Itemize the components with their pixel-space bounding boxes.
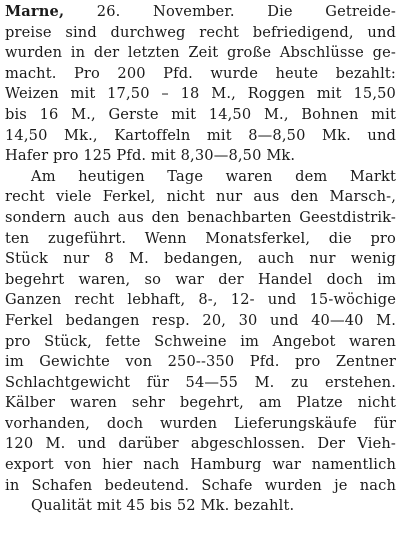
article-line: begehrt waren, so war der Handel doch im [5, 270, 396, 288]
article-line: Schlachtgewicht für 54—55 M. zu erstehen. [5, 373, 396, 391]
article-line: pro Stück, fette Schweine im Angebot waren [5, 332, 396, 350]
dateline-text: 26. November. Die Getreide- [64, 3, 396, 20]
article-line: im Gewichte von 250--350 Pfd. pro Zentner [5, 353, 396, 371]
article-line: in Schafen bedeutend. Schafe wurden je nach [5, 476, 396, 494]
article-line: ten zugeführt. Wenn Monatsferkel, die pro [5, 229, 396, 247]
article-line: bis 16 M., Gerste mit 14,50 M., Bohnen mit [5, 105, 396, 123]
article-line: recht viele Ferkel, nicht nur aus den Marsch-, [5, 188, 396, 206]
article-line: 14,50 Mk., Kartoffeln mit 8—8,50 Mk. und [5, 126, 396, 144]
article-line: Weizen mit 17,50 – 18 M., Roggen mit 15,50 [5, 85, 396, 103]
article-line: Ferkel bedangen resp. 20, 30 und 40—40 M. [5, 311, 396, 329]
article-line: vorhanden, doch wurden Lieferungskäufe für [5, 414, 396, 432]
article-line: Hafer pro 125 Pfd. mit 8,30—8,50 Mk. [5, 147, 296, 165]
article-line: preise sind durchweg recht befriedigend, und [5, 23, 396, 41]
article-line: Kälber waren sehr begehrt, am Platze nicht [5, 394, 396, 412]
article-line [5, 2, 396, 23]
article-line: Stück nur 8 M. bedangen, auch nur wenig [5, 250, 396, 268]
article-line: Ganzen recht lebhaft, 8-, 12- und 15-wöchige [5, 291, 396, 309]
article-line: wurden in der letzten Zeit große Abschlüsse ge- [5, 44, 396, 62]
article-line: macht. Pro 200 Pfd. wurde heute bezahlt: [5, 64, 396, 82]
article-line: sondern auch aus den benachbarten Geestdistrik- [5, 208, 396, 226]
dateline-place: Marne, [5, 3, 65, 20]
article-line: Qualität mit 45 bis 52 Mk. bezahlt. [31, 497, 295, 515]
article-line: 120 M. und darüber abgeschlossen. Der Vieh- [5, 435, 396, 453]
article-line: Am heutigen Tage waren dem Markt [31, 167, 396, 185]
article-line: export von hier nach Hamburg war namentlich [5, 456, 396, 474]
